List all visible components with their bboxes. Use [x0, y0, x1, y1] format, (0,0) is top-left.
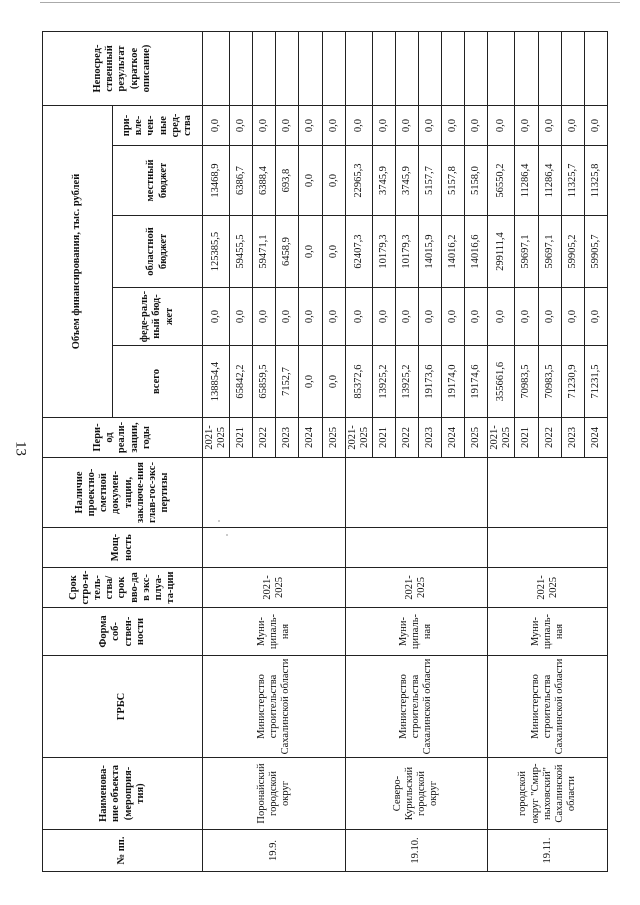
cell-attracted: 0,0: [372, 106, 395, 146]
cell-federal: 0,0: [488, 288, 515, 346]
cell-result: [561, 32, 584, 106]
cell-total: 7152,7: [276, 346, 299, 418]
header-finance-group: Объем финансирования, тыс. рублей: [43, 106, 113, 418]
cell-attracted: 0,0: [230, 106, 253, 146]
scan-artifact-line: [40, 2, 620, 3]
cell-total: 65842,2: [230, 346, 253, 418]
cell-local: 5157,7: [418, 146, 441, 216]
cell-attracted: 0,0: [203, 106, 230, 146]
cell-num: 19.11.: [488, 830, 608, 872]
cell-regional: 14015,9: [418, 216, 441, 288]
cell-num: 19.10.: [345, 830, 488, 872]
cell-total: 19174,0: [442, 346, 465, 418]
cell-federal: 0,0: [299, 288, 322, 346]
cell-local: 0,0: [322, 146, 345, 216]
table-header: [43, 32, 203, 872]
cell-result: [372, 32, 395, 106]
cell-federal: 0,0: [322, 288, 345, 346]
cell-result: [322, 32, 345, 106]
cell-local: 22965,3: [345, 146, 372, 216]
cell-regional: 59905,2: [561, 216, 584, 288]
cell-federal: 0,0: [442, 288, 465, 346]
cell-period: 2021: [372, 418, 395, 458]
cell-attracted: 0,0: [538, 106, 561, 146]
cell-period: 2023: [418, 418, 441, 458]
cell-local: 11286,4: [538, 146, 561, 216]
cell-result: [299, 32, 322, 106]
cell-object-name: Северо-Курильский городской округ: [345, 758, 488, 830]
cell-result: [276, 32, 299, 106]
cell-period: 2022: [253, 418, 276, 458]
cell-total: 70983,5: [538, 346, 561, 418]
table-row: [488, 32, 515, 872]
cell-regional: 59455,5: [230, 216, 253, 288]
header-result: Непосред-ственный результат (краткое описание): [43, 32, 203, 106]
cell-total: 355661,6: [488, 346, 515, 418]
cell-period: 2021-2025: [488, 418, 515, 458]
cell-local: 11325,8: [584, 146, 607, 216]
cell-local: 5157,8: [442, 146, 465, 216]
cell-regional: 59697,1: [538, 216, 561, 288]
cell-total: 13925,2: [372, 346, 395, 418]
cell-result: [515, 32, 538, 106]
cell-federal: 0,0: [584, 288, 607, 346]
cell-local: 11325,7: [561, 146, 584, 216]
cell-attracted: 0,0: [418, 106, 441, 146]
cell-capacity: [345, 528, 488, 568]
cell-federal: 0,0: [230, 288, 253, 346]
cell-federal: 0,0: [465, 288, 488, 346]
cell-result: [418, 32, 441, 106]
cell-federal: 0,0: [276, 288, 299, 346]
cell-federal: 0,0: [418, 288, 441, 346]
header-total: всего: [113, 346, 203, 418]
table-row: [345, 32, 372, 872]
cell-result: [253, 32, 276, 106]
cell-attracted: 0,0: [465, 106, 488, 146]
cell-capacity: [203, 528, 346, 568]
cell-num: 19.9.: [203, 830, 346, 872]
cell-regional: 62407,3: [345, 216, 372, 288]
cell-local: 3745,9: [395, 146, 418, 216]
cell-grbs: Министерство строительства Сахалинской области: [203, 656, 346, 758]
page-number: 13: [12, 441, 29, 456]
header-term: Срок стро-и-тель-ства/срок вво-да в экс-плуа-та-ции: [43, 568, 203, 608]
cell-term: 2021-2025: [203, 568, 346, 608]
header-grbs: ГРБС: [43, 656, 203, 758]
cell-term: 2021-2025: [488, 568, 608, 608]
cell-result: [442, 32, 465, 106]
cell-period: 2021-2025: [345, 418, 372, 458]
cell-total: 65859,5: [253, 346, 276, 418]
cell-local: 5158,0: [465, 146, 488, 216]
cell-result: [465, 32, 488, 106]
cell-grbs: Министерство строительства Сахалинской области: [345, 656, 488, 758]
cell-federal: 0,0: [538, 288, 561, 346]
cell-period: 2021-2025: [203, 418, 230, 458]
cell-federal: 0,0: [345, 288, 372, 346]
header-local: местный бюджет: [113, 146, 203, 216]
cell-ownership: Муни-ципаль-ная: [345, 608, 488, 656]
cell-result: [488, 32, 515, 106]
cell-attracted: 0,0: [276, 106, 299, 146]
cell-federal: 0,0: [561, 288, 584, 346]
cell-attracted: 0,0: [561, 106, 584, 146]
cell-total: 19174,6: [465, 346, 488, 418]
cell-local: 0,0: [299, 146, 322, 216]
cell-regional: 59471,1: [253, 216, 276, 288]
cell-federal: 0,0: [395, 288, 418, 346]
cell-attracted: 0,0: [345, 106, 372, 146]
cell-attracted: 0,0: [299, 106, 322, 146]
cell-regional: 14016,6: [465, 216, 488, 288]
cell-object-name: городской округ "Смир-ныховский" Сахалинской области: [488, 758, 608, 830]
cell-regional: 299111,4: [488, 216, 515, 288]
cell-period: 2022: [395, 418, 418, 458]
cell-period: 2025: [322, 418, 345, 458]
cell-result: [395, 32, 418, 106]
cell-period: 2022: [538, 418, 561, 458]
cell-docs: [203, 458, 346, 528]
cell-federal: 0,0: [203, 288, 230, 346]
cell-regional: 6458,9: [276, 216, 299, 288]
cell-docs: [488, 458, 608, 528]
cell-term: 2021-2025: [345, 568, 488, 608]
cell-federal: 0,0: [253, 288, 276, 346]
cell-ownership: Муни-ципаль-ная: [488, 608, 608, 656]
cell-period: 2023: [276, 418, 299, 458]
cell-total: 71231,5: [584, 346, 607, 418]
cell-attracted: 0,0: [515, 106, 538, 146]
cell-total: 19173,6: [418, 346, 441, 418]
header-capacity: Мощ-ность: [43, 528, 203, 568]
cell-federal: 0,0: [515, 288, 538, 346]
cell-period: 2024: [442, 418, 465, 458]
header-period: Пери-од реали-зации, годы: [43, 418, 203, 458]
cell-regional: 0,0: [299, 216, 322, 288]
header-docs: Наличие проектно-сметной докумен-тации, заключе-ния глав-гос-экс-пертизы: [43, 458, 203, 528]
cell-total: 0,0: [299, 346, 322, 418]
cell-local: 693,8: [276, 146, 299, 216]
header-num: № пп.: [43, 830, 203, 872]
cell-attracted: 0,0: [322, 106, 345, 146]
cell-regional: 59697,1: [515, 216, 538, 288]
cell-attracted: 0,0: [584, 106, 607, 146]
cell-total: 138854,4: [203, 346, 230, 418]
cell-attracted: 0,0: [488, 106, 515, 146]
cell-period: 2024: [299, 418, 322, 458]
cell-regional: 59905,7: [584, 216, 607, 288]
rotated-page-content: [42, 32, 608, 872]
header-attracted: при-вле-чен-ные сред-ства: [113, 106, 203, 146]
cell-local: 11286,4: [515, 146, 538, 216]
header-federal: феде-раль-ный бюд-жет: [113, 288, 203, 346]
cell-result: [230, 32, 253, 106]
cell-period: 2025: [465, 418, 488, 458]
cell-capacity: [488, 528, 608, 568]
header-regional: областной бюджет: [113, 216, 203, 288]
cell-regional: 10179,3: [395, 216, 418, 288]
cell-attracted: 0,0: [253, 106, 276, 146]
cell-docs: [345, 458, 488, 528]
cell-period: 2021: [230, 418, 253, 458]
cell-result: [203, 32, 230, 106]
cell-period: 2023: [561, 418, 584, 458]
cell-period: 2024: [584, 418, 607, 458]
cell-local: 6386,7: [230, 146, 253, 216]
cell-federal: 0,0: [372, 288, 395, 346]
cell-attracted: 0,0: [395, 106, 418, 146]
cell-grbs: Министерство строительства Сахалинской области: [488, 656, 608, 758]
header-name: Наименова-ние объекта (мероприя-тия): [43, 758, 203, 830]
cell-local: 13468,9: [203, 146, 230, 216]
cell-regional: 0,0: [322, 216, 345, 288]
financing-table: [42, 31, 608, 872]
cell-result: [584, 32, 607, 106]
cell-local: 3745,9: [372, 146, 395, 216]
cell-result: [538, 32, 561, 106]
cell-result: [345, 32, 372, 106]
cell-total: 71230,9: [561, 346, 584, 418]
cell-regional: 10179,3: [372, 216, 395, 288]
cell-object-name: Поронайский городской округ: [203, 758, 346, 830]
cell-local: 6388,4: [253, 146, 276, 216]
cell-ownership: Муни-ципаль-ная: [203, 608, 346, 656]
cell-regional: 125385,5: [203, 216, 230, 288]
cell-total: 70983,5: [515, 346, 538, 418]
cell-total: 85372,6: [345, 346, 372, 418]
cell-local: 56550,2: [488, 146, 515, 216]
table-row: [203, 32, 230, 872]
header-ownership: Форма соб-ствен-ности: [43, 608, 203, 656]
cell-regional: 14016,2: [442, 216, 465, 288]
cell-attracted: 0,0: [442, 106, 465, 146]
cell-period: 2021: [515, 418, 538, 458]
table-body: [203, 32, 608, 872]
cell-total: 13925,2: [395, 346, 418, 418]
cell-total: 0,0: [322, 346, 345, 418]
